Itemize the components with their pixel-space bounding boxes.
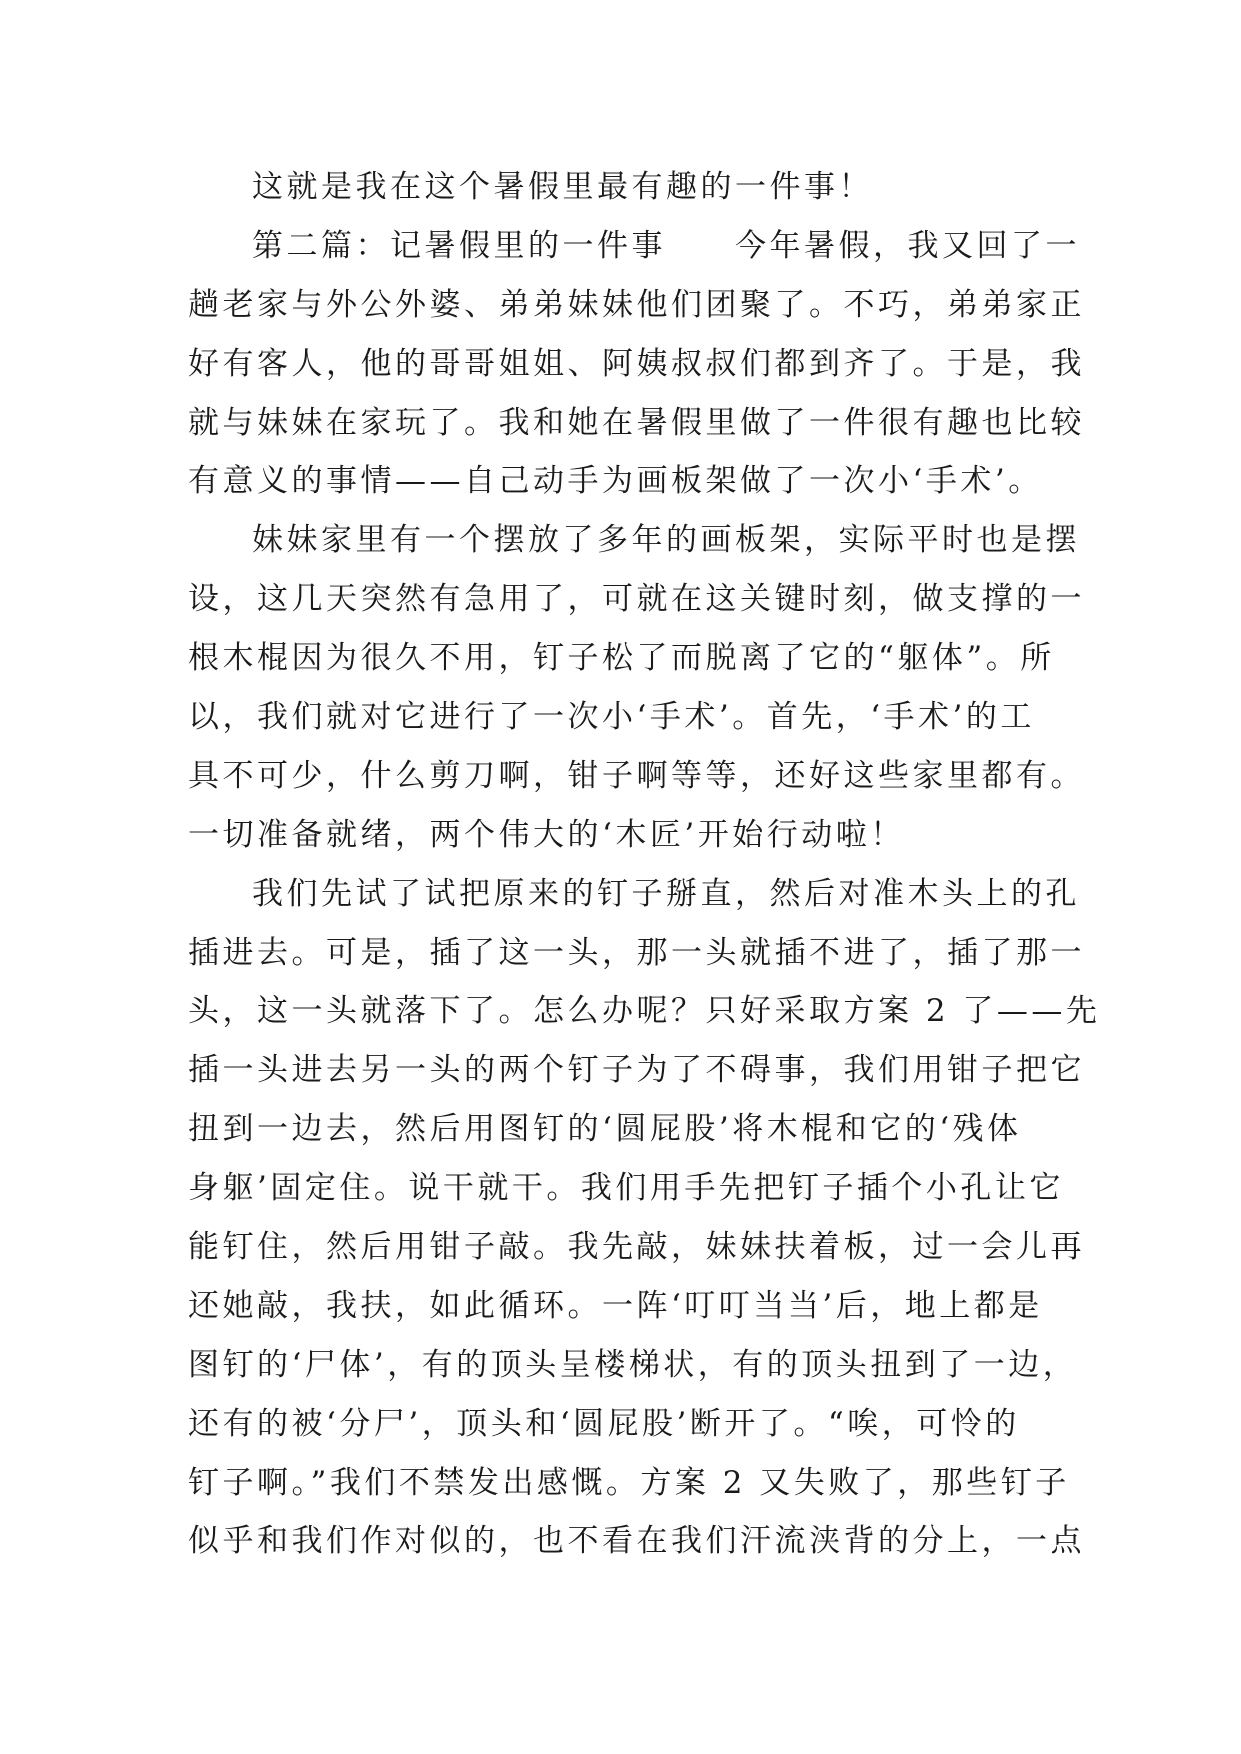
text-line: 扭到一边去，然后用图钉的‘圆屁股’将木棍和它的‘残体	[188, 1111, 1022, 1148]
text-line: 似乎和我们作对似的，也不看在我们汗流浃背的分上，一点	[188, 1523, 1085, 1560]
text-line: 能钉住，然后用钳子敲。我先敲，妹妹扶着板，过一会儿再	[188, 1229, 1085, 1266]
text-line: 妹妹家里有一个摆放了多年的画板架，实际平时也是摆	[252, 522, 1080, 559]
text-line: 根木棍因为很久不用，钉子松了而脱离了它的“躯体”。所	[188, 640, 1055, 677]
text-line: 好有客人，他的哥哥姐姐、阿姨叔叔们都到齐了。于是，我	[188, 345, 1085, 382]
text-line: 以，我们就对它进行了一次小‘手术’。首先，‘手术’的工	[188, 699, 1035, 736]
text-line: 设，这几天突然有急用了，可就在这关键时刻，做支撑的一	[188, 581, 1085, 618]
text-line: 就与妹妹在家玩了。我和她在暑假里做了一件很有趣也比较	[188, 404, 1085, 441]
document-body	[188, 158, 1101, 1571]
text-line: 插进去。可是，插了这一头，那一头就插不进了，插了那一	[188, 934, 1085, 971]
text-line: 一切准备就绪，两个伟大的‘木匠’开始行动啦！	[188, 816, 905, 853]
text-line: 头，这一头就落下了。怎么办呢？只好采取方案 2 了——先	[188, 993, 1101, 1030]
text-line: 插一头进去另一头的两个钉子为了不碍事，我们用钳子把它	[188, 1052, 1085, 1089]
text-line: 还有的被‘分尸’，顶头和‘圆屁股’断开了。“唉，可怜的	[188, 1405, 1020, 1442]
text-line: 还她敲，我扶，如此循环。一阵‘叮叮当当’后，地上都是	[188, 1287, 1043, 1324]
text-line: 第二篇：记暑假里的一件事 今年暑假，我又回了一	[252, 227, 1080, 264]
text-line: 图钉的‘尸体’，有的顶头呈楼梯状，有的顶头扭到了一边，	[188, 1346, 1078, 1383]
text-line: 我们先试了试把原来的钉子掰直，然后对准木头上的孔	[252, 875, 1080, 912]
text-line: 这就是我在这个暑假里最有趣的一件事！	[252, 169, 873, 205]
text-line: 身躯’固定住。说干就干。我们用手先把钉子插个小孔让它	[188, 1170, 1064, 1207]
text-line: 具不可少，什么剪刀啊，钳子啊等等，还好这些家里都有。	[188, 757, 1085, 794]
text-line: 趟老家与外公外婆、弟弟妹妹他们团聚了。不巧，弟弟家正	[188, 286, 1085, 323]
text-line: 有意义的事情——自己动手为画板架做了一次小‘手术’。	[188, 463, 1043, 500]
text-line: 钉子啊。”我们不禁发出感慨。方案 2 又失败了，那些钉子	[188, 1464, 1070, 1501]
